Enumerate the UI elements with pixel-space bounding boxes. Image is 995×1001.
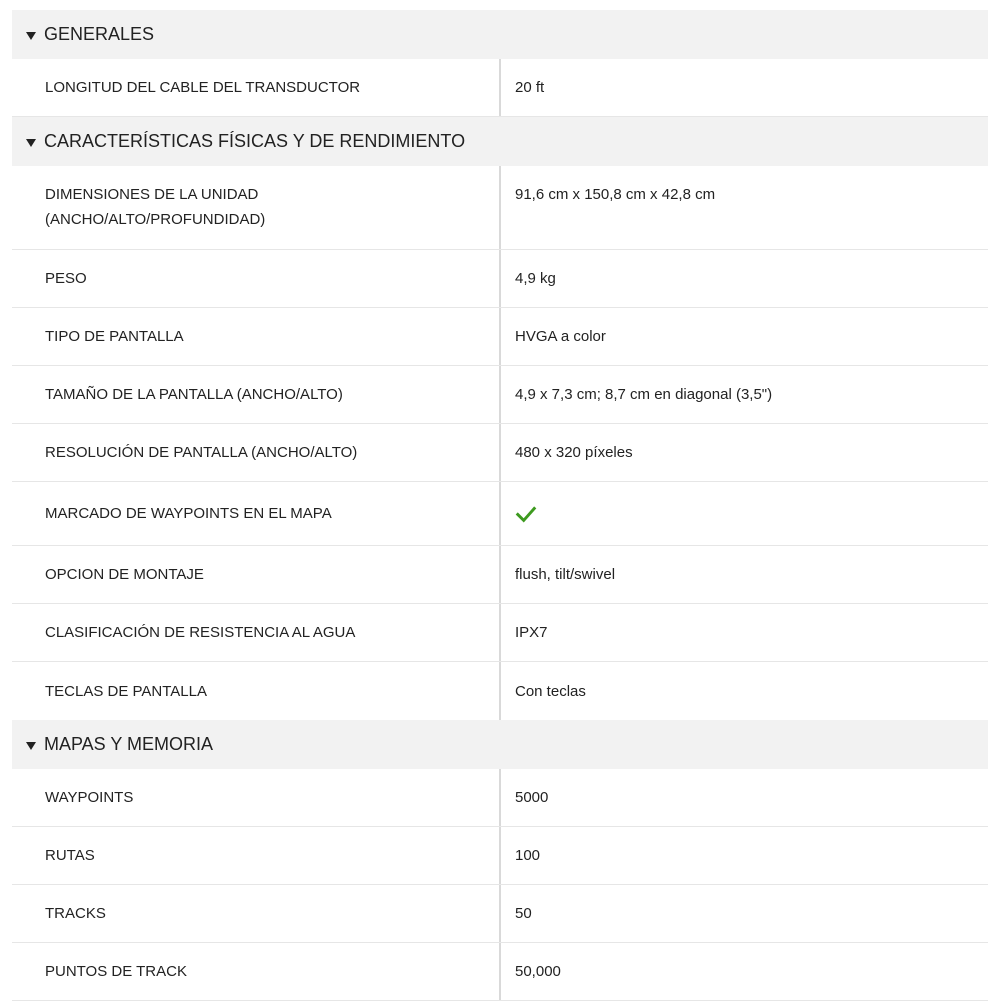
spec-value: IPX7: [499, 604, 988, 661]
spec-row: [12, 250, 988, 308]
spec-row: [12, 482, 988, 546]
section-title: MAPAS Y MEMORIA: [44, 734, 214, 754]
spec-label: TRACKS: [45, 905, 106, 922]
spec-row: [12, 885, 988, 943]
spec-value: 4,9 kg: [499, 250, 988, 307]
spec-value: HVGA a color: [499, 308, 988, 365]
spec-value: 50,000: [499, 943, 988, 1000]
spec-row: [12, 308, 988, 366]
spec-label-line: (ANCHO/ALTO/PROFUNDIDAD): [45, 211, 266, 228]
spec-value: 4,9 x 7,3 cm; 8,7 cm en diagonal (3,5"): [499, 366, 988, 423]
spec-label: TECLAS DE PANTALLA: [45, 682, 207, 700]
spec-row: [12, 943, 988, 1001]
spec-row: [12, 546, 988, 604]
spec-row: [12, 59, 988, 117]
caret-down-icon: [26, 32, 36, 40]
spec-label: OPCION DE MONTAJE: [45, 566, 204, 583]
section-header-generales[interactable]: [12, 10, 988, 59]
section-title: CARACTERÍSTICAS FÍSICAS Y DE RENDIMIENTO: [44, 131, 466, 151]
spec-value: 100: [499, 827, 988, 884]
spec-label: WAYPOINTS: [45, 789, 134, 806]
spec-value: flush, tilt/swivel: [499, 546, 988, 603]
spec-row: [12, 662, 988, 720]
spec-row: [12, 424, 988, 482]
spec-value: 91,6 cm x 150,8 cm x 42,8 cm: [499, 166, 988, 249]
spec-label: [12, 166, 499, 249]
spec-value: [499, 482, 988, 545]
spec-label: TAMAÑO DE LA PANTALLA (ANCHO/ALTO): [45, 386, 343, 403]
caret-down-icon: [26, 139, 36, 147]
section-header-caracteristicas[interactable]: [12, 117, 988, 166]
section-title: GENERALES: [44, 24, 155, 44]
spec-value: 20 ft: [499, 59, 988, 116]
spec-row: [12, 604, 988, 662]
spec-label: LONGITUD DEL CABLE DEL TRANSDUCTOR: [45, 79, 361, 96]
section-header-mapas-y-memoria[interactable]: [12, 720, 988, 769]
spec-label: CLASIFICACIÓN DE RESISTENCIA AL AGUA: [45, 624, 356, 641]
spec-value: 50: [499, 885, 988, 942]
spec-label: PUNTOS DE TRACK: [45, 963, 187, 980]
spec-value: 5000: [499, 769, 988, 826]
spec-label: RUTAS: [45, 847, 95, 864]
spec-label: MARCADO DE WAYPOINTS EN EL MAPA: [45, 505, 332, 522]
caret-down-icon: [26, 742, 36, 750]
spec-value: Con teclas: [499, 662, 988, 720]
specs-table: [12, 0, 988, 1001]
spec-row: [12, 166, 988, 250]
spec-value: 480 x 320 píxeles: [499, 424, 988, 481]
spec-row: [12, 366, 988, 424]
spec-label-line: DIMENSIONES DE LA UNIDAD: [45, 186, 259, 203]
spec-row: [12, 827, 988, 885]
spec-row: [12, 769, 988, 827]
spec-label: TIPO DE PANTALLA: [45, 328, 184, 345]
checkmark-icon: [515, 503, 537, 525]
spec-label: RESOLUCIÓN DE PANTALLA (ANCHO/ALTO): [45, 444, 358, 461]
spec-label: PESO: [45, 270, 87, 287]
